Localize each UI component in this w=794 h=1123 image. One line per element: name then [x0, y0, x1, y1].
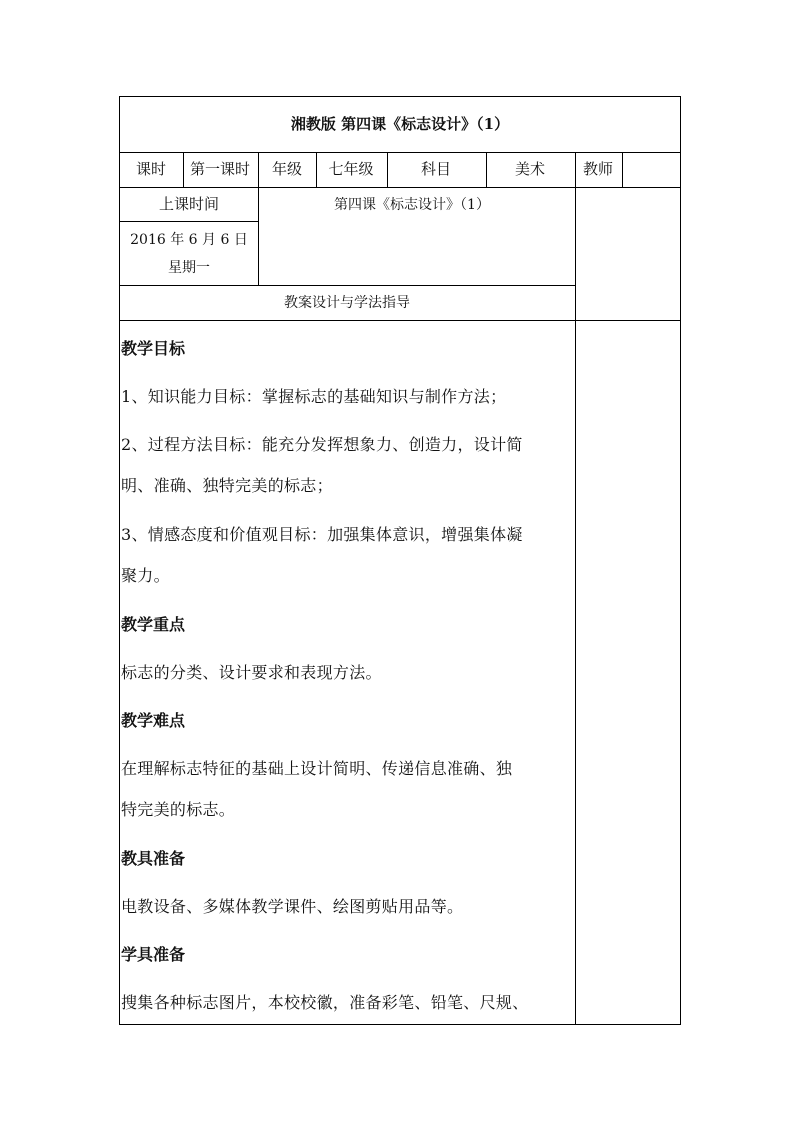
lesson-value: 第一课时: [189, 160, 251, 178]
teaching-tools-heading: 教具准备: [121, 849, 186, 868]
header-divider-5: [486, 152, 487, 187]
table-border-right: [680, 96, 681, 1025]
document-title: 湘教版 第四课《标志设计》（1）: [290, 115, 510, 133]
class-date: 2016 年 6 月 6 日: [130, 232, 248, 248]
difficulties-heading: 教学难点: [121, 711, 186, 730]
class-time-label: 上课时间: [158, 195, 220, 213]
goal-2-line-1: 2、过程方法目标：能充分发挥想象力、创造力，设计简: [121, 435, 523, 454]
class-weekday: 星期一: [168, 260, 210, 276]
subject-value: 美术: [514, 160, 546, 178]
header-divider-6: [575, 152, 576, 187]
table-line-below-schedule: [119, 285, 575, 286]
header-divider-7: [622, 152, 623, 187]
header-divider-4: [387, 152, 388, 187]
key-points-heading: 教学重点: [121, 615, 186, 634]
goal-1: 1、知识能力目标：掌握标志的基础知识与制作方法；: [121, 387, 507, 406]
table-line-content-right: [575, 187, 576, 1025]
goal-2-line-2: 明、准确、独特完美的标志；: [121, 476, 333, 495]
header-divider-2: [258, 152, 259, 187]
table-border-top: [119, 96, 681, 97]
student-tools-text: 搜集各种标志图片，本校校徽，准备彩笔、铅笔、尺规、: [121, 993, 529, 1012]
teacher-label: 教师: [582, 160, 614, 178]
difficulties-line-2: 特完美的标志。: [121, 800, 236, 819]
goal-3-line-2: 聚力。: [121, 566, 170, 585]
difficulties-line-1: 在理解标志特征的基础上设计简明、传递信息准确、独: [121, 759, 513, 778]
header-divider-1: [183, 152, 184, 187]
grade-label: 年级: [271, 160, 303, 178]
grade-value: 七年级: [328, 160, 374, 178]
table-border-bottom: [119, 1024, 681, 1025]
lesson-topic: 第四课《标志设计》（1）: [334, 197, 490, 213]
key-points-text: 标志的分类、设计要求和表现方法。: [121, 663, 382, 682]
table-line-below-title: [119, 152, 681, 153]
teaching-goals-heading: 教学目标: [121, 339, 186, 358]
table-line-below-header: [119, 187, 681, 188]
student-tools-heading: 学具准备: [121, 945, 186, 964]
goal-3-line-1: 3、情感态度和价值观目标：加强集体意识，增强集体凝: [121, 525, 523, 544]
subject-label: 科目: [420, 160, 452, 178]
table-border-left: [119, 96, 120, 1025]
teaching-tools-text: 电教设备、多媒体教学课件、绘图剪贴用品等。: [121, 897, 464, 916]
table-line-below-section-title: [119, 320, 681, 321]
lesson-label: 课时: [135, 160, 167, 178]
header-divider-3: [316, 152, 317, 187]
table-line-schedule-divider: [258, 187, 259, 285]
table-line-below-time-label: [119, 221, 258, 222]
section-title: 教案设计与学法指导: [284, 295, 410, 311]
